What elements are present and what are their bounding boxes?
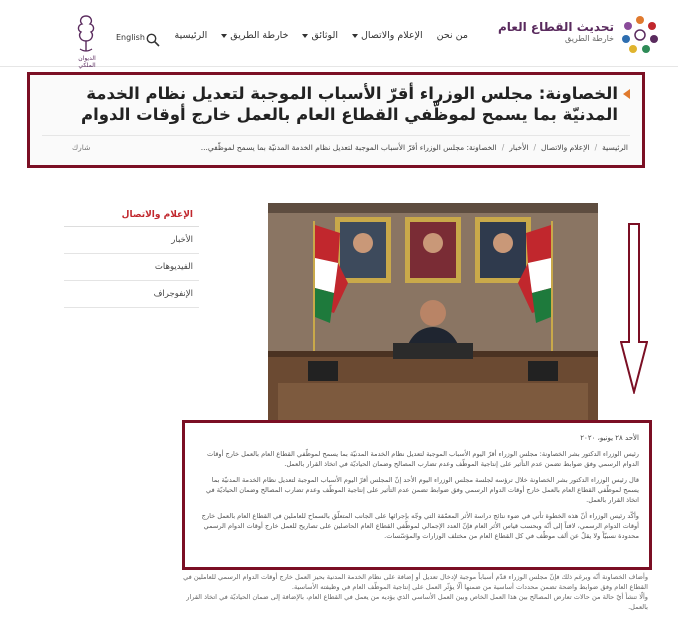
top-navigation-bar <box>0 0 678 67</box>
breadcrumb-home[interactable]: الرئيسية <box>602 143 628 152</box>
royal-crest-icon <box>72 13 100 55</box>
nav-media[interactable]: الإعلام والاتصال <box>352 30 423 41</box>
arrow-down-icon <box>620 222 648 394</box>
sidebar <box>64 204 199 308</box>
crest-caption: الديوان الملكي <box>78 55 96 69</box>
article-paragraph: رئيس الوزراء الدكتور بشر الخصاونة: مجلس الوزراء أقرّ اليوم الأسباب الموجبة لتعديل نظام الخدمة المدنيّة بما يسمح لموظّفي القطاع العام بالعمل خارج أوقات الدوام الرسمي وفق ضوابط تضمن عدم التأثير على إنتاجية الموظّف وعدم تضارب المصالح وضمان الحياديّة في اتخاذ القرار بالعمل. <box>207 450 639 468</box>
breadcrumb-separator: / <box>533 143 536 152</box>
sidebar-item-infographics[interactable]: الإنفوجراف <box>64 281 199 308</box>
article-continued <box>182 572 648 612</box>
nav-roadmap[interactable]: خارطة الطريق <box>221 30 288 41</box>
site-logo[interactable] <box>498 14 660 54</box>
sidebar-item-news[interactable]: الأخبار <box>64 227 199 254</box>
breadcrumb-separator: / <box>594 143 598 152</box>
sidebar-item-videos[interactable]: الفيديوهات <box>64 254 199 281</box>
article-paragraph: وأضاف الخصاونة أنّه وبرغم ذلك فإنّ مجلس الوزراء قدّم أسباباً موجبة لإدخال تعديل أو إضافة على نظام الخدمة المدنية بحيز العمل خارج أوقات الدوام الرسمي للعاملين في القطاع العام وفق ضوابط واضحة تضمن محددات أساسية من ضمنها ألّا يؤثّر العمل على إنتاجية الموظّف العام في وظيفته الأساسية. <box>183 573 648 591</box>
search-icon[interactable] <box>146 33 160 47</box>
article-body <box>199 449 639 547</box>
share-button[interactable]: شارك <box>72 143 91 152</box>
logo-mark-icon <box>620 14 660 54</box>
nav-about[interactable]: من نحن <box>436 30 468 41</box>
divider <box>42 135 630 136</box>
logo-subtitle: خارطة الطريق <box>565 34 614 43</box>
chevron-down-icon <box>352 34 358 38</box>
language-link[interactable]: English <box>116 33 145 42</box>
article-paragraph: وألّا تنشأ أيّ حالة من حالات تعارض المصالح بين هذا العمل الخاص وبين العمل الأساسي الذي يؤديه من يعمل في القطاع العام، بالإضافة إلى ضمان الحياديّة في اتخاذ القرار بالعمل. <box>186 593 648 611</box>
nav-home[interactable]: الرئيسية <box>174 30 208 41</box>
article-photo <box>268 203 598 421</box>
main-nav <box>175 30 468 41</box>
article-title: الخصاونة: مجلس الوزراء أقرّ الأسباب الموجبة لتعديل نظام الخدمة المدنيّة بما يسمح لموظّفي القطاع العام بالعمل خارج أوقات الدوام <box>81 84 618 124</box>
breadcrumb-separator: / <box>501 143 505 152</box>
nav-documents[interactable]: الوثائق <box>302 30 338 41</box>
logo-title: تحديث القطاع العام <box>498 20 614 34</box>
breadcrumb-current: الخصاونة: مجلس الوزراء أقرّ الأسباب الموجبة لتعديل نظام الخدمة المدنيّة بما يسمح لموظّفي... <box>200 143 497 152</box>
breadcrumb-media[interactable]: الإعلام والاتصال <box>540 143 590 152</box>
chevron-down-icon <box>221 34 227 38</box>
breadcrumb-news[interactable]: الأخبار <box>509 143 529 152</box>
article-body-box <box>182 420 652 570</box>
article-paragraph: قال رئيس الوزراء الدكتور بشر الخصاونة خلال ترؤسه لجلسة مجلس الوزراء اليوم الأحد إنّ المجلس أقرّ اليوم الأسباب الموجبة لتعديل نظام الخدمة المدنيّة بما يسمح لموظّفي القطاع العام بالعمل خارج أوقات الدوام الرسمي وفق ضوابط تضمن عدم التأثير على إنتاجية الموظّف وعدم تضارب المصالح وضمان الحياديّة في اتخاذ القرار بالعمل. <box>205 476 639 504</box>
article-header-box <box>27 72 645 168</box>
chevron-down-icon <box>302 34 308 38</box>
article-paragraph: وأكّد رئيس الوزراء أنّ هذه الخطوة تأتي في ضوء نتائج دراسة الأثر المعمّقة التي وجّه بإجرائها على الجانب المتعلّق بالسماح للعاملين في القطاع العام بالعمل خارج أوقات الدوام الرسمي، لافتاً إلى أنّه وبحسب قياس الأثر العام فإنّ العدد الإجمالي لموظّفي القطاع العام الحاصلين على تصاريح للعمل خارج أوقات الدوام الرسمي محدودة نسبيّاً ولا يقلّ عن ألف موظّف في كل القطاع العام من مختلف الوزارات والمؤسّسات. <box>201 512 639 540</box>
sidebar-title[interactable]: الإعلام والاتصال <box>64 204 199 227</box>
title-marker-icon <box>623 89 630 99</box>
breadcrumb <box>201 143 628 152</box>
article-date: الأحد ٢٨ يونيو، ٢٠٢٠ <box>580 434 639 442</box>
